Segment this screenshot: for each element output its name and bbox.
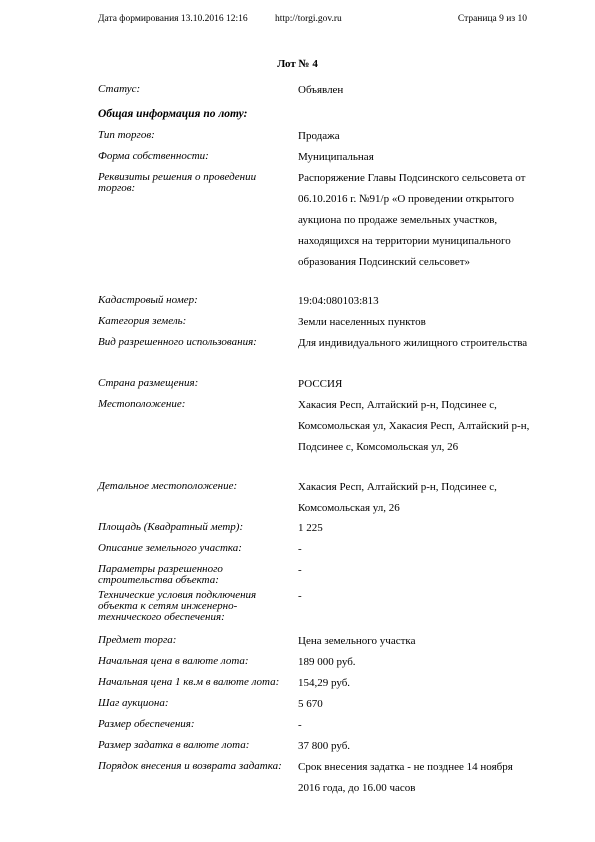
field-value: 189 000 руб. [298,656,356,668]
field-value: 1 225 [298,522,323,534]
site-url[interactable]: http://torgi.gov.ru [275,14,342,24]
field-label: Размер задатка в валюте лота: [98,739,250,751]
status-value: Объявлен [298,84,344,96]
page-header [98,14,527,28]
field-value: Распоряжение Главы Подсинского сельсовета от 06.10.2016 г. №91/р «О проведении открытого аукциона по продаже земельных участков, находящихся на территории муниципального образования Подсинский сельсовет» [298,172,526,268]
field-value: 37 800 руб. [298,740,351,752]
field-label: Форма собственности: [98,150,209,162]
field-value: - [298,543,302,555]
field-label: Местоположение: [98,398,186,410]
lot-title: Лот № 4 [277,58,318,70]
field-value: РОССИЯ [298,378,343,390]
field-value: - [298,590,302,602]
field-value: Земли населенных пунктов [298,316,426,328]
field-label: Предмет торга: [98,634,177,646]
field-label: Размер обеспечения: [98,718,195,730]
page-number: Страница 9 из 10 [457,14,527,24]
general-info-heading: Общая информация по лоту: [98,108,248,120]
generation-date: Дата формирования 13.10.2016 12:16 [98,14,248,24]
field-label: Технические условия подключения объекта к сетям инженерно-технического обеспечения: [98,589,257,623]
field-label: Тип торгов: [98,129,155,141]
field-value: Хакасия Респ, Алтайский р-н, Подсинее с, Комсомольская ул, Хакасия Респ, Алтайский р-н, Подсинее с, Комсомольская ул, 26 [298,399,530,453]
field-label: Площадь (Квадратный метр): [98,521,244,533]
field-label: Параметры разрешенного строительства объекта: [98,563,223,586]
field-value: Муниципальная [298,151,374,163]
field-value: Хакасия Респ, Алтайский р-н, Подсинее с, Комсомольская ул, 26 [298,481,497,514]
field-label: Порядок внесения и возврата задатка: [98,760,282,772]
field-value: - [298,564,302,576]
field-value: - [298,719,302,731]
field-label: Вид разрешенного использования: [98,336,257,348]
field-value: Цена земельного участка [298,635,416,647]
field-label: Кадастровый номер: [98,294,198,306]
field-value: Срок внесения задатка - не позднее 14 ноября 2016 года, до 16.00 часов [298,761,513,794]
field-value: 154,29 руб. [298,677,351,689]
field-value: Для индивидуального жилищного строительства [298,337,528,349]
field-label: Детальное местоположение: [98,480,238,492]
status-label: Статус: [98,83,141,95]
field-label: Шаг аукциона: [98,697,169,709]
field-label: Начальная цена 1 кв.м в валюте лота: [98,676,280,688]
field-value: Продажа [298,130,340,142]
field-label: Категория земель: [98,315,187,327]
field-value: 5 670 [298,698,323,710]
field-label: Реквизиты решения о проведении торгов: [98,171,257,194]
field-label: Описание земельного участка: [98,542,242,554]
field-value: 19:04:080103:813 [298,295,379,307]
field-label: Страна размещения: [98,377,199,389]
field-label: Начальная цена в валюте лота: [98,655,249,667]
